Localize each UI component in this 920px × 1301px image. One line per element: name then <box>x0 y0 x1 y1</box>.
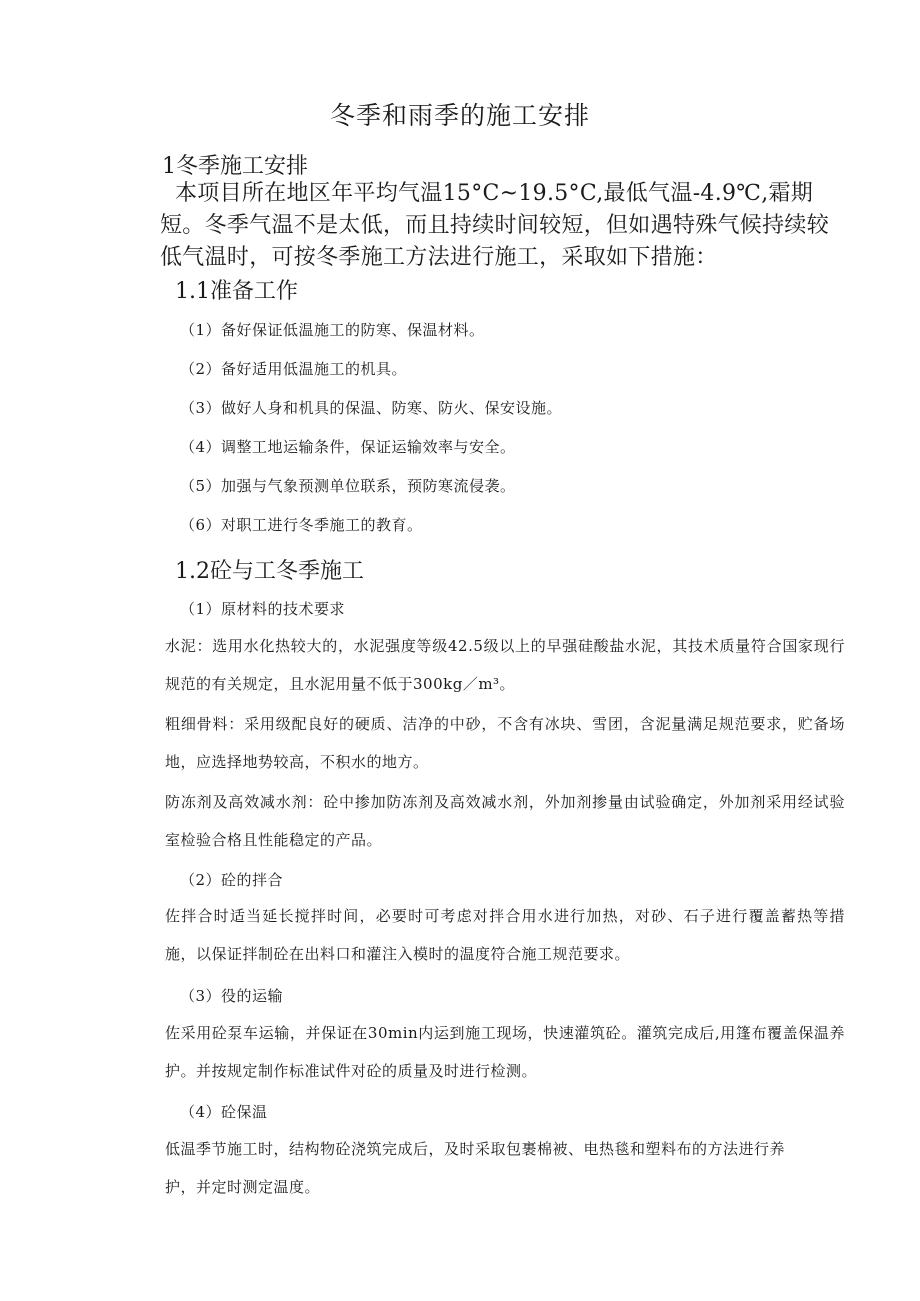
list-item: （2）备好适用低温施工的机具。 <box>180 360 408 378</box>
paragraph-cement: 水泥：选用水化热较大的，水泥强度等级42.5级以上的早强硅酸盐水泥，其技术质量符合国家现行规范的有关规定，且水泥用量不低于300kg／m³。 <box>165 637 845 693</box>
document-title: 冬季和雨季的施工安排 <box>329 101 590 130</box>
paragraph-antifreeze: 防冻剂及高效减水剂：砼中掺加防冻剂及高效减水剂，外加剂掺量由试验确定，外加剂采用经试验室检验合格且性能稳定的产品。 <box>165 793 845 849</box>
list-item: （5）加强与气象预测单位联系，预防寒流侵袭。 <box>180 477 516 495</box>
list-item: （1）备好保证低温施工的防寒、保温材料。 <box>180 321 485 339</box>
paragraph-aggregate: 粗细骨料：采用级配良好的硬质、洁净的中砂，不含有冰块、雪团，含泥量满足规范要求，贮备场地，应选择地势较高，不积水的地方。 <box>165 715 845 771</box>
intro-paragraph: 本项目所在地区年平均气温15°C~19.5°C,最低气温-4.9℃,霜期短。冬季气温不是太低，而且持续时间较短，但如遇特殊气候持续较低气温时，可按冬季施工方法进行施工，采取如下措施： <box>160 181 830 270</box>
paragraph-mixing: 佐拌合时适当延长搅拌时间，必要时可考虑对拌合用水进行加热，对砂、石子进行覆盖蓄热等措施，以保证拌制砼在出料口和灌注入模时的温度符合施工规范要求。 <box>165 907 845 963</box>
section-heading-winter: 1冬季施工安排 <box>162 154 308 179</box>
subheading-transport: （3）役的运输 <box>180 987 284 1005</box>
subheading-mixing: （2）砼的拌合 <box>180 871 284 889</box>
subheading-raw-materials: （1）原材料的技术要求 <box>180 600 346 618</box>
list-item: （6）对职工进行冬季施工的教育。 <box>180 516 423 534</box>
list-item: （3）做好人身和机具的保温、防寒、防火、保安设施。 <box>180 399 563 417</box>
paragraph-insulation: 低温季节施工时，结构物砼浇筑完成后，及时采取包裹棉被、电热毯和塑料布的方法进行养护，并定时测定温度。 <box>165 1140 786 1196</box>
list-item: （4）调整工地运输条件，保证运输效率与安全。 <box>180 438 516 456</box>
subheading-insulation: （4）砼保温 <box>180 1103 268 1121</box>
section-heading-concrete: 1.2砼与工冬季施工 <box>175 559 364 584</box>
section-heading-preparation: 1.1准备工作 <box>175 279 298 304</box>
paragraph-transport: 佐采用砼泵车运输，并保证在30min内运到施工现场，快速灌筑砼。灌筑完成后,用篷布覆盖保温养护。并按规定制作标准试件对砼的质量及时进行检测。 <box>165 1024 845 1080</box>
